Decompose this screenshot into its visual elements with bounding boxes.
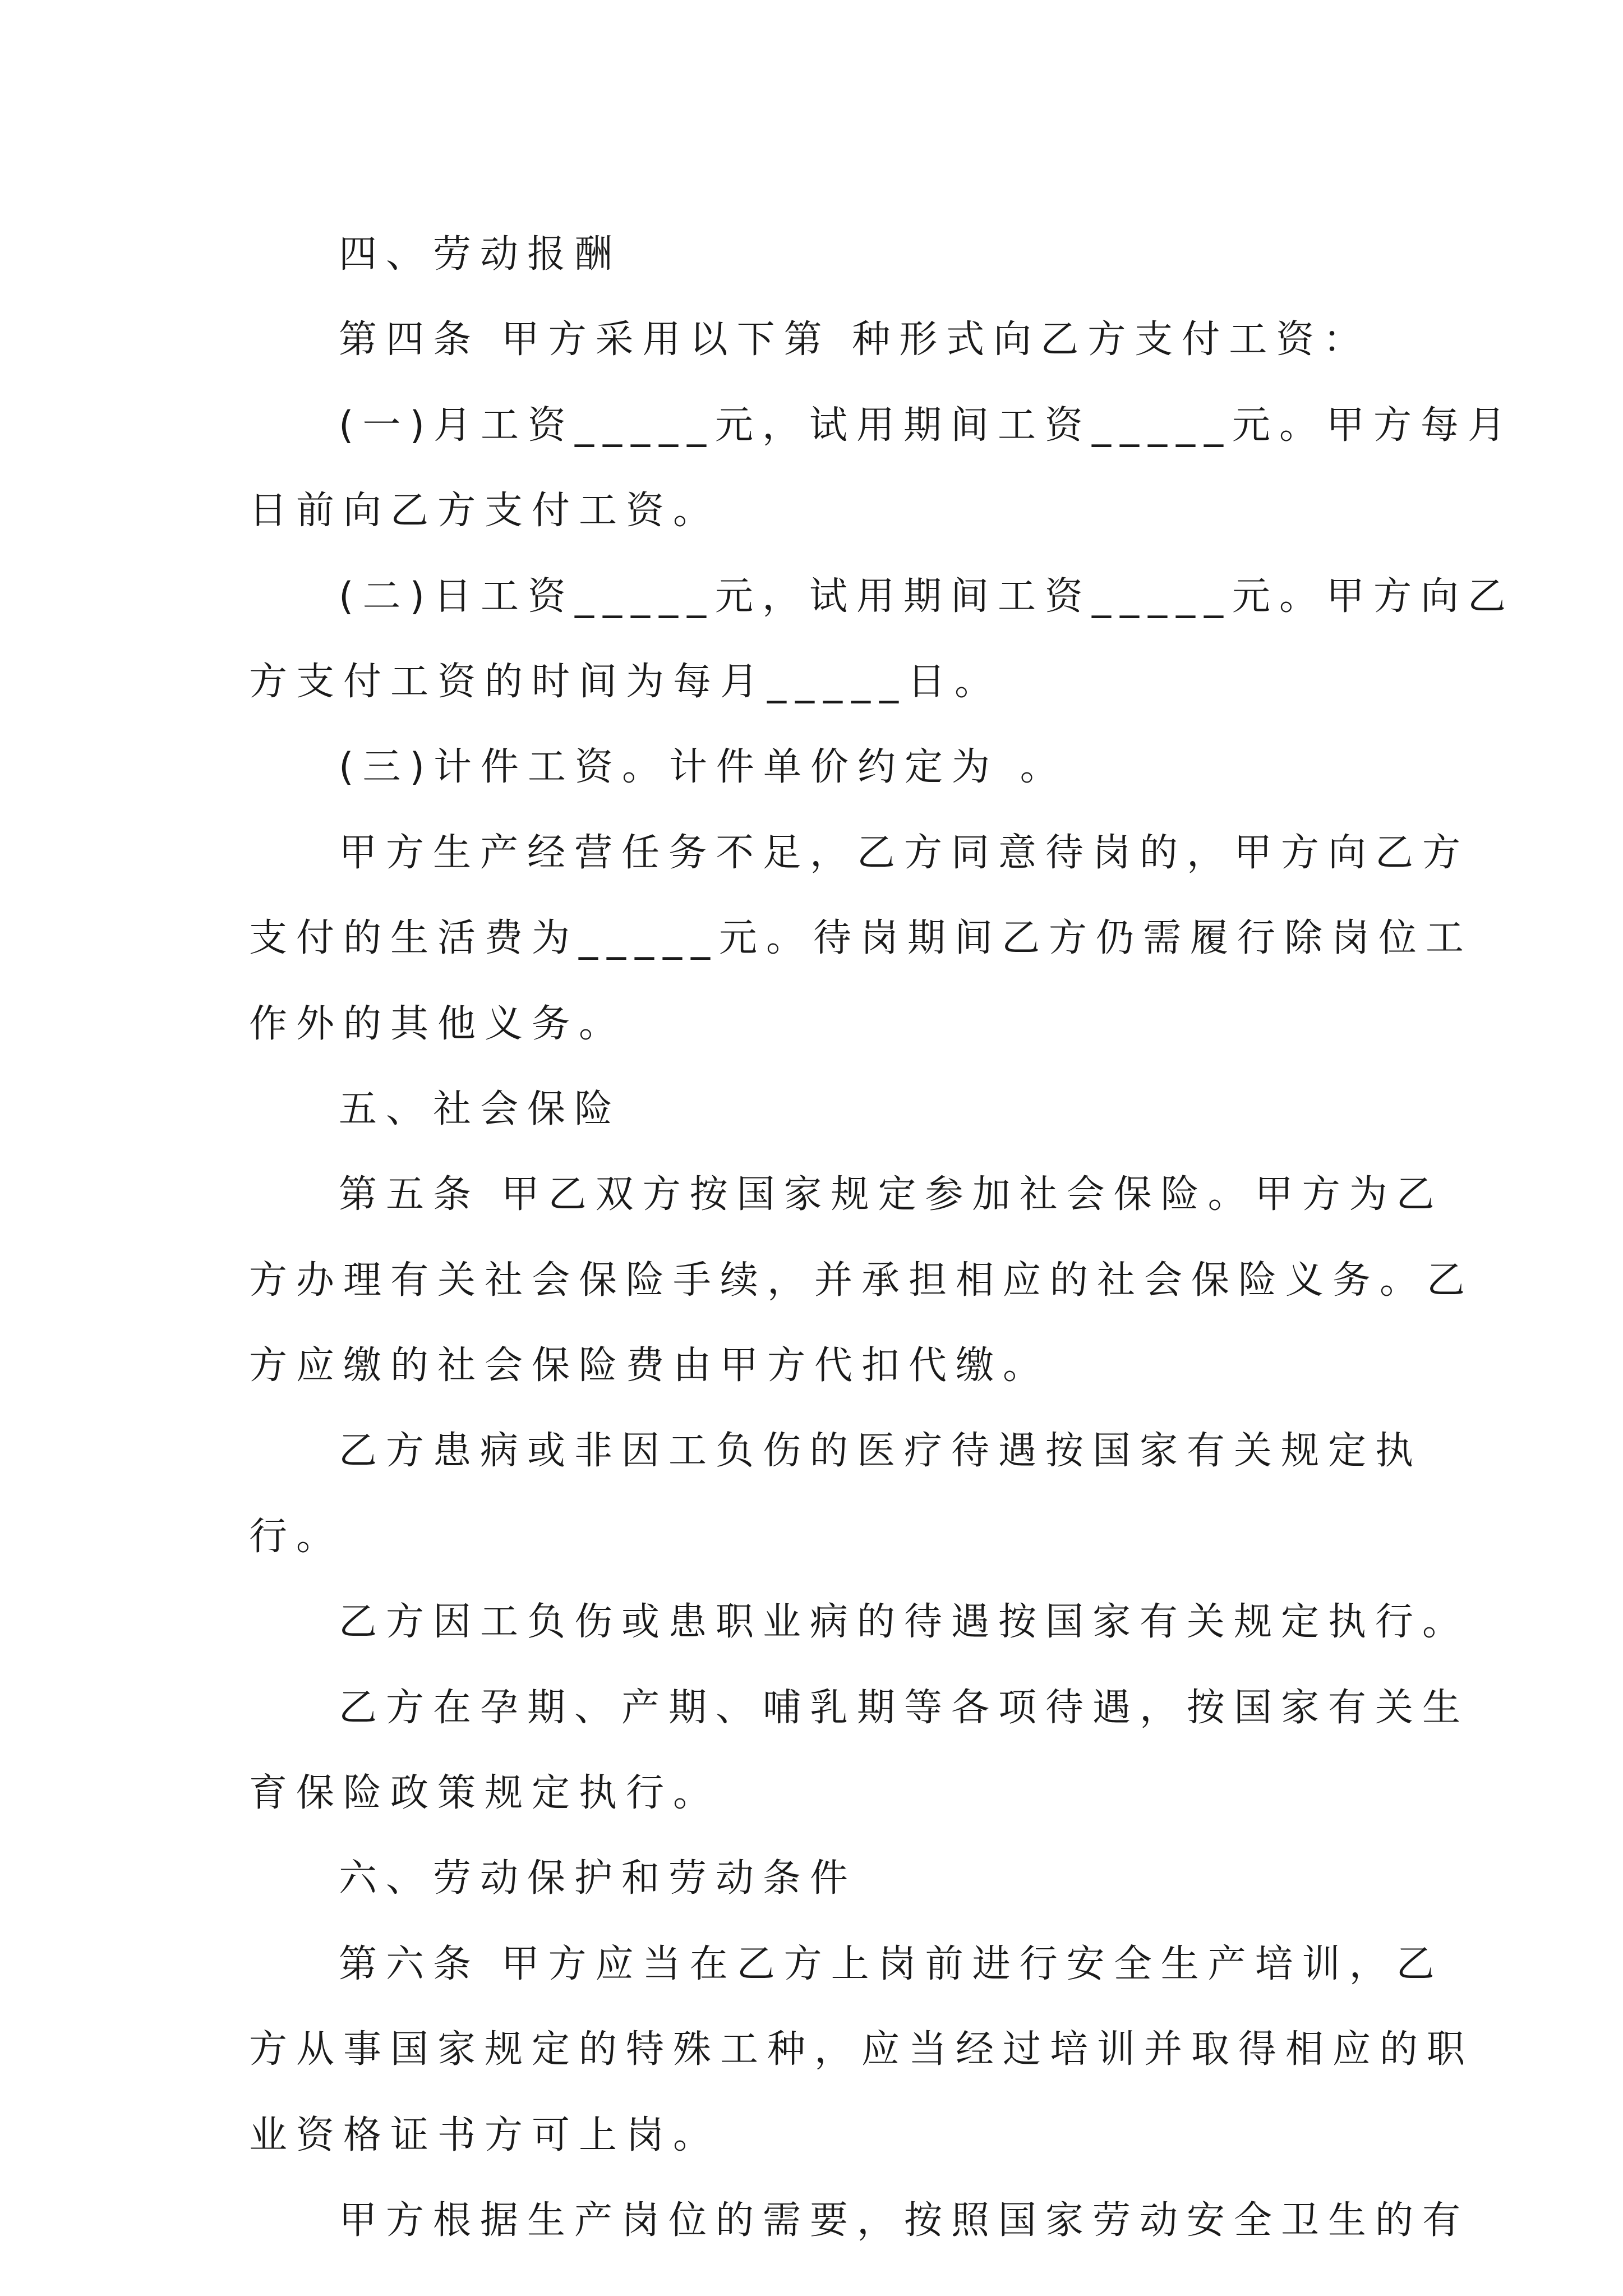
paragraph-line: 甲方根据生产岗位的需要，按照国家劳动安全卫生的有 xyxy=(339,2198,1470,2243)
paragraph-line: 甲方生产经营任务不足，乙方同意待岗的，甲方向乙方 xyxy=(339,830,1470,875)
paragraph-line: (二)日工资_____元，试用期间工资_____元。甲方向乙 xyxy=(339,574,1515,619)
paragraph-line: 业资格证书方可上岗。 xyxy=(249,2113,721,2157)
section-heading: 四、劳动报酬 xyxy=(339,232,622,277)
paragraph-line: (一)月工资_____元，试用期间工资_____元。甲方每月 xyxy=(339,403,1515,448)
paragraph-line: 第五条 甲乙双方按国家规定参加社会保险。甲方为乙 xyxy=(339,1172,1444,1217)
paragraph-line: 育保险政策规定执行。 xyxy=(249,1771,721,1816)
paragraph-line: 方从事国家规定的特殊工种，应当经过培训并取得相应的职 xyxy=(249,2027,1474,2072)
paragraph-line: (三)计件工资。计件单价约定为 。 xyxy=(339,745,1067,790)
paragraph-line: 方办理有关社会保险手续，并承担相应的社会保险义务。乙 xyxy=(249,1258,1474,1303)
paragraph-line: 作外的其他义务。 xyxy=(249,1001,626,1046)
paragraph-line: 支付的生活费为_____元。待岗期间乙方仍需履行除岗位工 xyxy=(249,916,1473,961)
paragraph-line: 第六条 甲方应当在乙方上岗前进行安全生产培训，乙 xyxy=(339,1941,1444,1986)
paragraph-line: 行。 xyxy=(249,1514,344,1559)
paragraph-line: 乙方因工负伤或患职业病的待遇按国家有关规定执行。 xyxy=(339,1600,1470,1645)
paragraph-line: 方应缴的社会保险费由甲方代扣代缴。 xyxy=(249,1343,1050,1388)
section-heading: 六、劳动保护和劳动条件 xyxy=(339,1856,857,1901)
paragraph-line: 乙方在孕期、产期、哺乳期等各项待遇，按国家有关生 xyxy=(339,1685,1470,1730)
paragraph-line: 方支付工资的时间为每月_____日。 xyxy=(249,659,1002,704)
section-heading: 五、社会保险 xyxy=(339,1087,622,1131)
paragraph-line: 第四条 甲方采用以下第 种形式向乙方支付工资： xyxy=(339,318,1371,362)
paragraph-line: 乙方患病或非因工负伤的医疗待遇按国家有关规定执 xyxy=(339,1429,1423,1474)
document-body xyxy=(249,212,1515,2263)
paragraph-line: 日前向乙方支付工资。 xyxy=(249,489,721,533)
